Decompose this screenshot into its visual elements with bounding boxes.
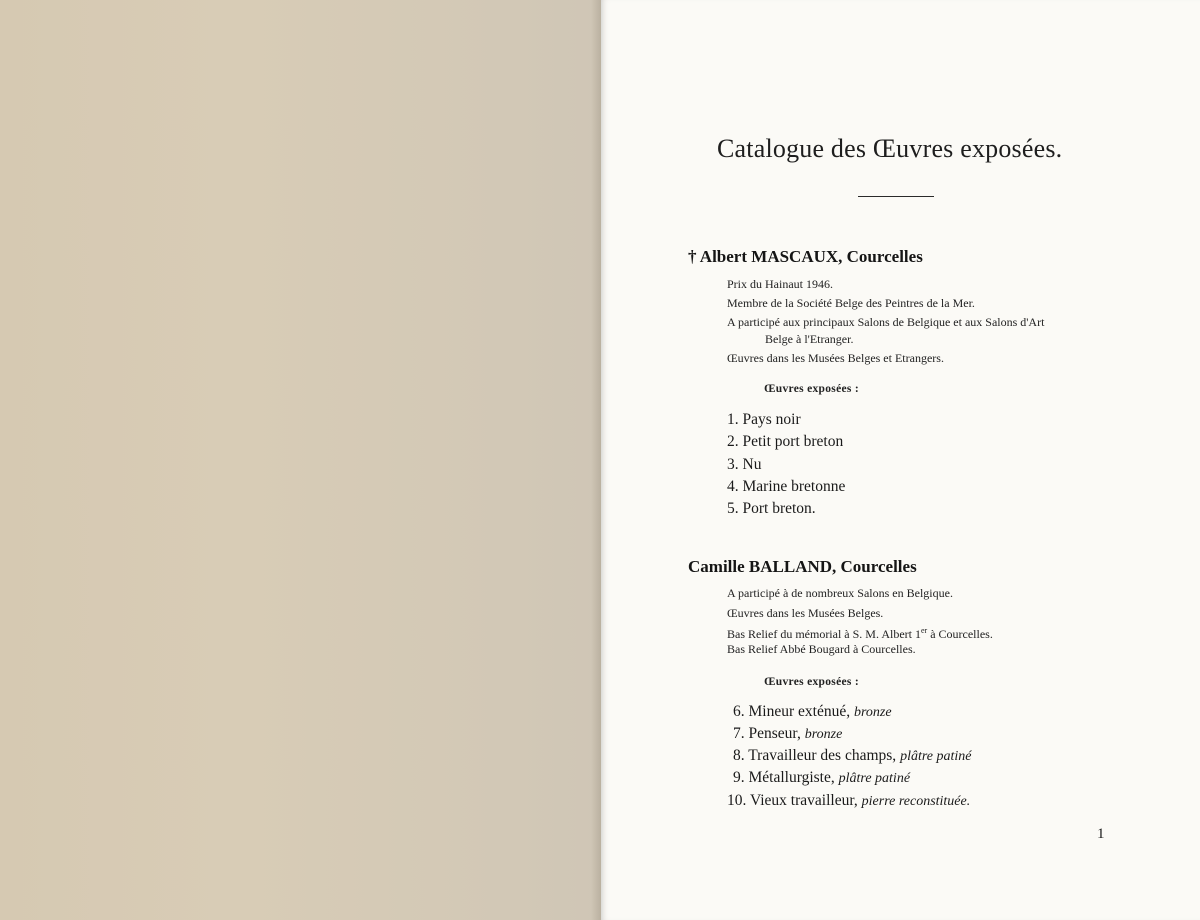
artist-note: Bas Relief Abbé Bougard à Courcelles.	[727, 642, 916, 656]
work-number: 6.	[733, 703, 745, 720]
work-item	[727, 433, 843, 451]
work-title: Travailleur des champs,	[748, 747, 897, 764]
work-material: pierre reconstituée.	[861, 794, 971, 809]
work-item	[727, 478, 845, 496]
work-number: 4.	[727, 478, 739, 495]
work-title: Pays noir	[742, 411, 801, 428]
work-item	[733, 725, 842, 743]
work-material: plâtre patiné	[900, 749, 972, 764]
work-title: Penseur,	[748, 725, 801, 742]
work-title: Nu	[742, 456, 762, 473]
page-number: 1	[1097, 826, 1105, 842]
work-title: Vieux travailleur,	[749, 792, 858, 809]
work-item	[727, 500, 816, 518]
artist-name-balland: Camille BALLAND, Courcelles	[688, 557, 917, 576]
work-item	[727, 792, 970, 810]
work-item	[733, 747, 971, 765]
work-number: 10.	[727, 792, 747, 809]
work-item	[733, 703, 892, 721]
page-title: Catalogue des Œuvres exposées.	[717, 134, 1063, 163]
artist-note-wrapped	[727, 314, 1112, 348]
work-title: Port breton.	[742, 500, 816, 517]
work-number: 2.	[727, 433, 739, 450]
artist-note: Prix du Hainaut 1946.	[727, 277, 833, 291]
work-number: 7.	[733, 725, 745, 742]
work-number: 8.	[733, 747, 745, 764]
works-heading: Œuvres exposées :	[764, 676, 859, 688]
artist-note: Membre de la Société Belge des Peintres de la Mer.	[727, 296, 975, 310]
work-number: 5.	[727, 500, 739, 517]
work-material: bronze	[853, 705, 892, 720]
artist-note-continuation: Belge à l'Etranger.	[765, 332, 854, 346]
artist-note-memorial	[727, 622, 993, 643]
work-title: Métallurgiste,	[748, 769, 835, 786]
work-material: bronze	[804, 727, 843, 742]
artist-note: Œuvres dans les Musées Belges et Etrangers.	[727, 351, 944, 365]
title-divider	[858, 196, 934, 197]
artist-name-mascaux: † Albert MASCAUX, Courcelles	[688, 247, 923, 266]
note-text-end: à Courcelles.	[930, 627, 993, 641]
work-title: Petit port breton	[742, 433, 844, 450]
work-title: Marine bretonne	[742, 478, 846, 495]
work-number: 1.	[727, 411, 739, 428]
work-material: plâtre patiné	[838, 771, 911, 786]
work-number: 9.	[733, 769, 745, 786]
work-item	[727, 456, 761, 474]
artist-note: Œuvres dans les Musées Belges.	[727, 606, 884, 620]
work-number: 3.	[727, 456, 739, 473]
ordinal-suffix: er	[920, 626, 928, 635]
works-heading: Œuvres exposées :	[764, 383, 859, 395]
note-text: Bas Relief du mémorial à S. M. Albert 1	[727, 627, 921, 641]
artist-note-line: A participé aux principaux Salons de Belgique et aux Salons d'Art	[727, 315, 1045, 329]
artist-note: A participé à de nombreux Salons en Belgique.	[727, 586, 953, 600]
work-item	[733, 769, 910, 787]
work-item	[727, 411, 801, 429]
work-title: Mineur exténué,	[748, 703, 851, 720]
